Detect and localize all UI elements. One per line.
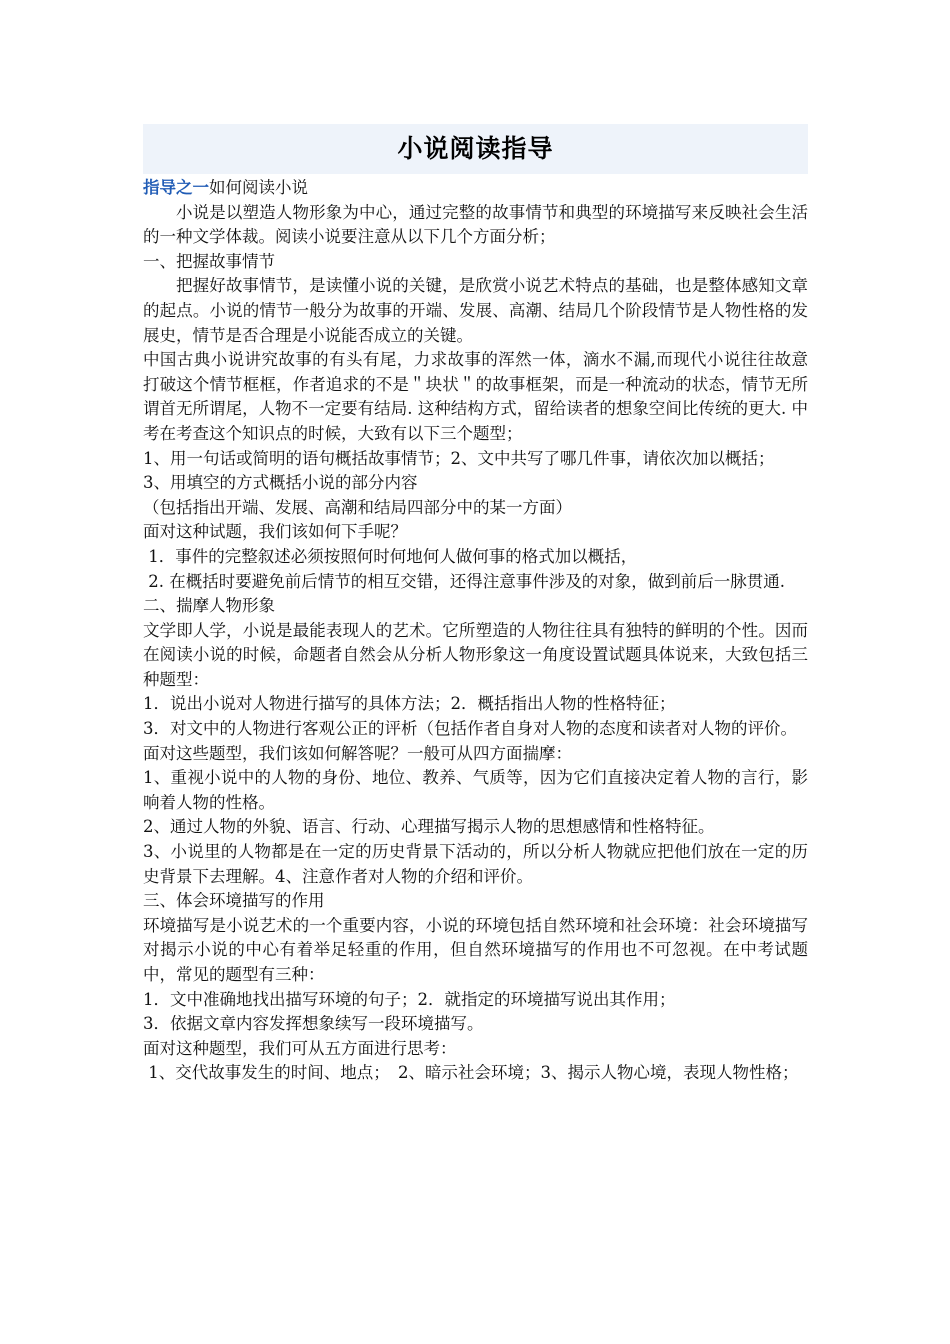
list-item: 1、交代故事发生的时间、地点； 2、暗示社会环境；3、揭示人物心境，表现人物性格； xyxy=(143,1063,799,1083)
list-item: 1．说出小说对人物进行描写的具体方法；2．概括指出人物的性格特征； xyxy=(143,694,676,714)
list-item: 2. 在概括时要避免前后情节的相互交错，还得注意事件涉及的对象，做到前后一脉贯通. xyxy=(143,571,785,591)
list-item: 1、用一句话或简明的语句概括故事情节；2、文中共写了哪几件事，请依次加以概括； xyxy=(143,448,775,468)
list-item: 3．对文中的人物进行客观公正的评析（包括作者自身对人物的态度和读者对人物的评价。 xyxy=(143,719,797,739)
paragraph: 面对这种试题，我们该如何下手呢？ xyxy=(143,522,407,542)
list-item: 3、小说里的人物都是在一定的历史背景下活动的，所以分析人物就应把他们放在一定的历史背景下去理解。4、注意作者对人物的介绍和评价。 xyxy=(143,842,808,886)
paragraph: （包括指出开端、发展、高潮和结局四部分中的某一方面） xyxy=(143,497,572,517)
title-bar xyxy=(143,124,808,174)
list-item: 2、通过人物的外貌、语言、行动、心理描写揭示人物的思想感情和性格特征。 xyxy=(143,817,715,837)
paragraph: 小说是以塑造人物形象为中心，通过完整的故事情节和典型的环境描写来反映社会生活的一种文学体裁。阅读小说要注意从以下几个方面分析； xyxy=(143,202,808,247)
list-item: 1、重视小说中的人物的身份、地位、教养、气质等，因为它们直接决定着人物的言行，影响着人物的性格。 xyxy=(143,768,808,812)
paragraph: 把握好故事情节，是读懂小说的关键，是欣赏小说艺术特点的基础，也是整体感知文章的起点。小说的情节一般分为故事的开端、发展、高潮、结局几个阶段情节是人物性格的发展史，情节是否合理是小说能否成立的关键。 xyxy=(143,276,808,345)
paragraph: 中国古典小说讲究故事的有头有尾，力求故事的浑然一体，滴水不漏,而现代小说往往故意打破这个情节框框，作者追求的不是＂块状＂的故事框架，而是一种流动的状态，情节无所谓首无所谓尾，人物不一定要有结局. 这种结构方式，留给读者的想象空间比传统的更大. 中考在考查这个知识点的时候，大致有以下三个题型； xyxy=(143,350,808,443)
section-heading: 二、揣摩人物形象 xyxy=(143,596,275,616)
paragraph: 文学即人学，小说是最能表现人的艺术。它所塑造的人物往往具有独特的鲜明的个性。因而在阅读小说的时候，命题者自然会从分析人物形象这一角度设置试题具体说来，大致包括三种题型： xyxy=(143,620,808,689)
paragraph: 环境描写是小说艺术的一个重要内容，小说的环境包括自然环境和社会环境：社会环境描写对揭示小说的中心有着举足轻重的作用，但自然环境描写的作用也不可忽视。在中考试题中，常见的题型有三种： xyxy=(143,915,808,984)
list-item: 3、用填空的方式概括小说的部分内容 xyxy=(143,473,418,493)
intro-line xyxy=(143,176,808,201)
paragraph: 面对这些题型，我们该如何解答呢？一般可从四方面揣摩： xyxy=(143,743,572,763)
guide-label: 指导之一 xyxy=(143,178,209,197)
guide-heading: 如何阅读小说 xyxy=(209,178,308,197)
section-heading: 三、体会环境描写的作用 xyxy=(143,891,325,911)
page-title: 小说阅读指导 xyxy=(397,133,554,163)
list-item: 1．文中准确地找出描写环境的句子；2．就指定的环境描写说出其作用； xyxy=(143,989,676,1009)
list-item: 3．依据文章内容发挥想象续写一段环境描写。 xyxy=(143,1014,484,1034)
section-heading: 一、把握故事情节 xyxy=(143,251,275,271)
list-item: 1．事件的完整叙述必须按照何时何地何人做何事的格式加以概括， xyxy=(143,546,638,566)
document-page xyxy=(143,124,808,1086)
paragraph: 面对这种题型，我们可从五方面进行思考： xyxy=(143,1038,457,1058)
